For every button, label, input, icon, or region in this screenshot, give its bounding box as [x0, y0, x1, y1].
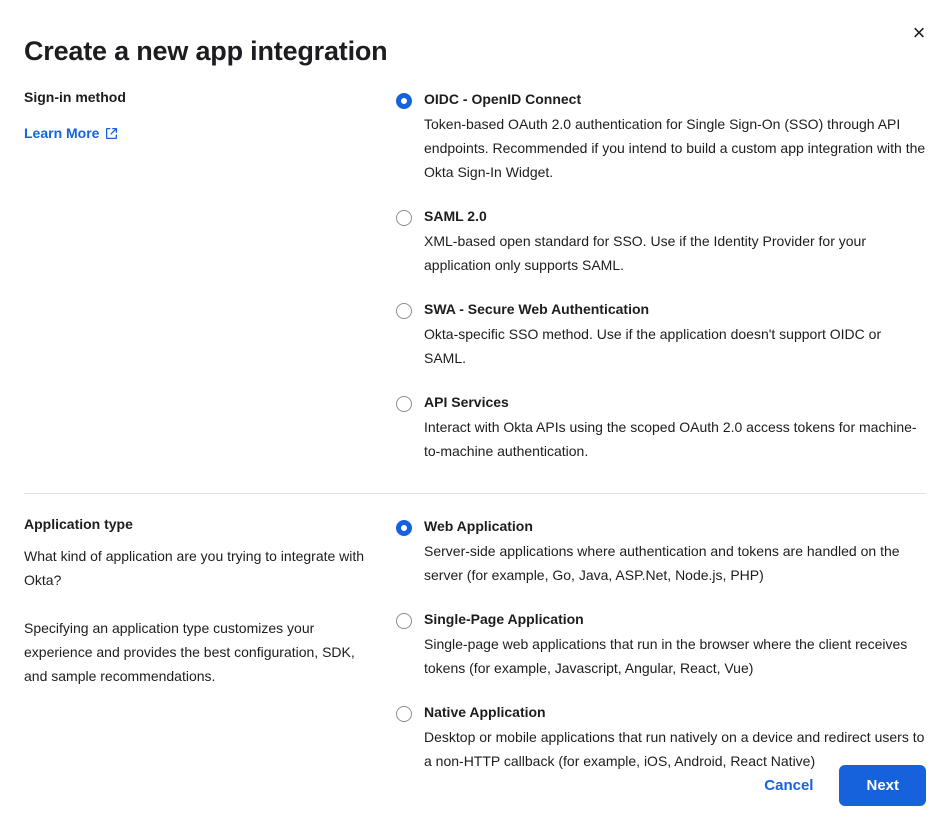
radio-option-web-application[interactable] [396, 516, 926, 587]
option-title[interactable]: OIDC - OpenID Connect [424, 91, 582, 107]
application-type-options [396, 516, 926, 773]
option-title[interactable]: Native Application [424, 704, 546, 720]
option-description: Desktop or mobile applications that run natively on a device and redirect users to a non-HTTP callback (for example, iOS, Android, React Native) [424, 729, 925, 769]
option-title[interactable]: Web Application [424, 518, 533, 534]
application-type-helper-2: Specifying an application type customizes your experience and provides the best configuration, SDK, and sample recommendations. [24, 620, 355, 684]
sign-in-method-label: Sign-in method [24, 89, 126, 105]
option-title[interactable]: API Services [424, 394, 509, 410]
radio-native-application[interactable] [396, 706, 412, 722]
option-body [424, 392, 926, 463]
option-description: Interact with Okta APIs using the scoped OAuth 2.0 access tokens for machine-to-machine authentication. [424, 419, 917, 459]
sign-in-method-left [24, 89, 396, 463]
option-body [424, 206, 926, 277]
radio-option-api-services[interactable] [396, 392, 926, 463]
radio-option-oidc[interactable] [396, 89, 926, 184]
page-title: Create a new app integration [24, 36, 388, 66]
learn-more-link[interactable] [24, 125, 118, 141]
option-body [424, 609, 926, 680]
next-button[interactable]: Next [839, 765, 926, 806]
option-title[interactable]: SWA - Secure Web Authentication [424, 301, 650, 317]
radio-option-swa[interactable] [396, 299, 926, 370]
option-body [424, 299, 926, 370]
option-description: Server-side applications where authentication and tokens are handled on the server (for example, Go, Java, ASP.Net, Node.js, PHP) [424, 543, 900, 583]
option-body [424, 516, 926, 587]
sign-in-method-options [396, 89, 926, 463]
sign-in-method-section [0, 67, 950, 463]
radio-swa[interactable] [396, 303, 412, 319]
option-description: Single-page web applications that run in the browser where the client receives tokens (for example, Javascript, Angular, React, Vue) [424, 636, 908, 676]
application-type-left [24, 516, 396, 773]
application-type-section [0, 494, 950, 773]
close-icon[interactable]: × [904, 18, 934, 48]
radio-web-application[interactable] [396, 520, 412, 536]
option-body [424, 89, 926, 184]
cancel-button[interactable]: Cancel [756, 767, 821, 804]
radio-saml[interactable] [396, 210, 412, 226]
external-link-icon [105, 127, 118, 140]
radio-option-saml[interactable] [396, 206, 926, 277]
application-type-helper-1: What kind of application are you trying to integrate with Okta? [24, 548, 365, 588]
radio-option-single-page-application[interactable] [396, 609, 926, 680]
dialog-footer [0, 762, 950, 830]
option-description: Token-based OAuth 2.0 authentication for Single Sign-On (SSO) through API endpoints. Recommended if you intend to build a custom app integration with the Okta Sign-In Widget. [424, 116, 926, 180]
radio-api-services[interactable] [396, 396, 412, 412]
radio-single-page-application[interactable] [396, 613, 412, 629]
radio-oidc[interactable] [396, 93, 412, 109]
application-type-label: Application type [24, 516, 133, 532]
option-description: XML-based open standard for SSO. Use if the Identity Provider for your application only supports SAML. [424, 233, 866, 273]
option-description: Okta-specific SSO method. Use if the application doesn't support OIDC or SAML. [424, 326, 882, 366]
learn-more-label: Learn More [24, 125, 100, 141]
option-title[interactable]: Single-Page Application [424, 611, 584, 627]
option-title[interactable]: SAML 2.0 [424, 208, 487, 224]
